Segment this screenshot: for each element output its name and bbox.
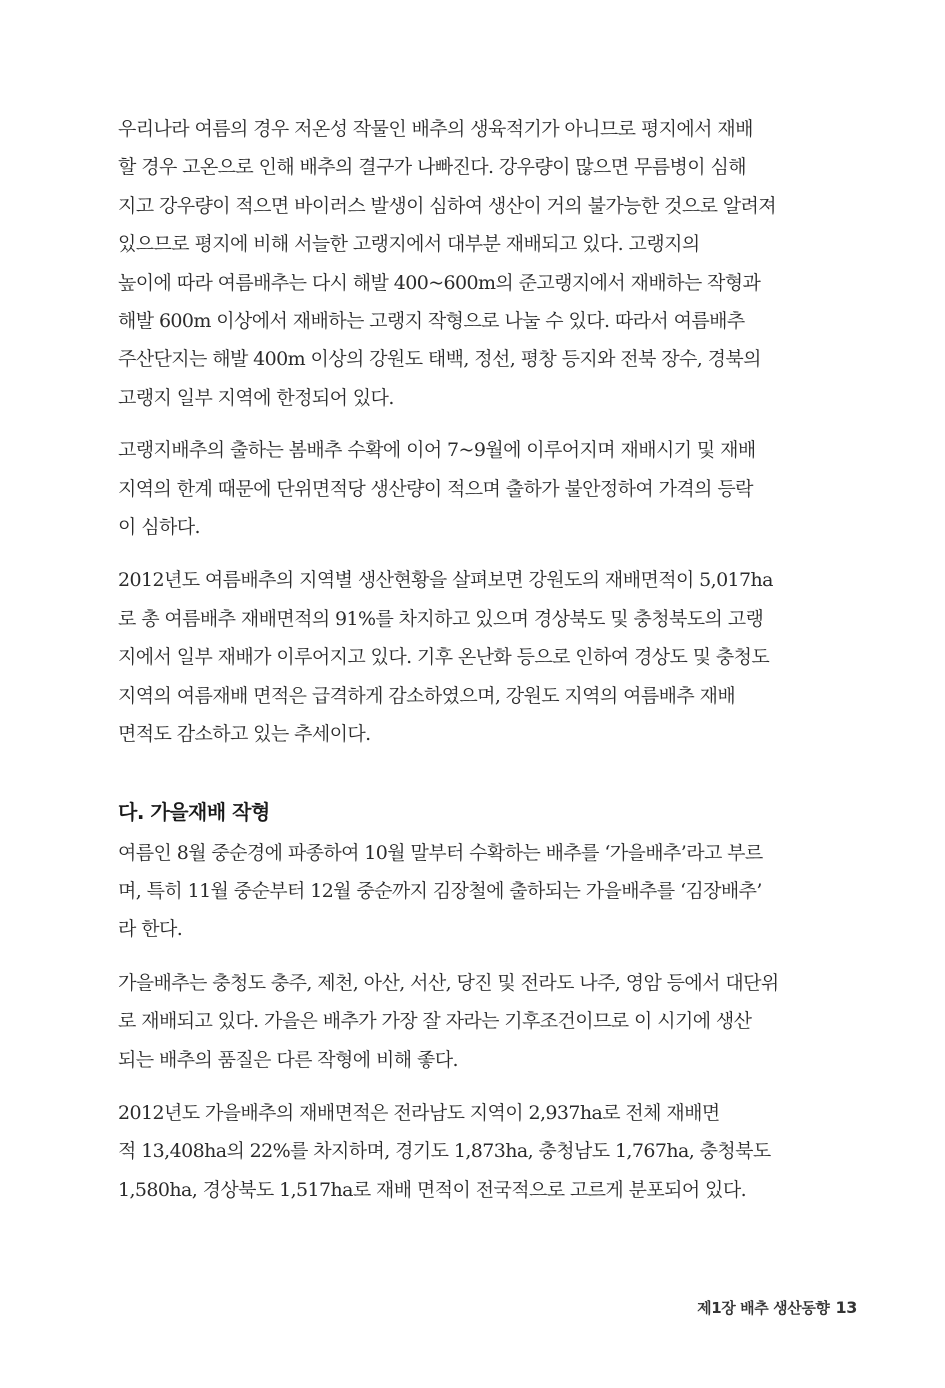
paragraph-autumn-regions: 가을배추는 충청도 충주, 제천, 아산, 서산, 당진 및 전라도 나주, 영암 등에서 대단위 로 재배되고 있다. 가을은 배추가 가장 잘 자라는 기후조건이므로 이 시기에 생산 되는 배추의 품질은 다른 작형에 비해 좋다. bbox=[118, 971, 779, 1071]
paragraph-highland-shipment: 고랭지배추의 출하는 봄배추 수확에 이어 7~9월에 이루어지며 재배시기 및 재배 지역의 한계 때문에 단위면적당 생산량이 적으며 출하가 불안정하여 가격의 등락 이 심하다. bbox=[118, 439, 756, 539]
section-heading-autumn: 다. 가을재배 작형 bbox=[118, 799, 270, 824]
paragraph-summer-overview: 우리나라 여름의 경우 저온성 작물인 배추의 생육적기가 아니므로 평지에서 재배 할 경우 고온으로 인해 배추의 결구가 나빠진다. 강우량이 많으면 무름병이 심해 지고 강우량이 적으면 바이러스 발생이 심하여 생산이 거의 불가능한 것으로 알려져 있으므로 평지에 비해 서늘한 고랭지에서 대부분 재배되고 있다. 고랭지의 높이에 따라 여름배추는 다시 해발 400~600m의 준고랭지에서 재배하는 작형과 해발 600m 이상에서 재배하는 고랭지 작형으로 나눌 수 있다. 따라서 여름배추 주산단지는 해발 400m 이상의 강원도 태백, 정선, 평창 등지와 전북 장수, 경북의 고랭지 일부 지역에 한정되어 있다. bbox=[118, 118, 777, 409]
paragraph-autumn-definition: 여름인 8월 중순경에 파종하여 10월 말부터 수확하는 배추를 ‘가을배추’라고 부르 며, 특히 11월 중순부터 12월 중순까지 김장철에 출하되는 가을배추를 ‘김장배추’ 라 한다. bbox=[118, 841, 763, 941]
paragraph-summer-production-2012: 2012년도 여름배추의 지역별 생산현황을 살펴보면 강원도의 재배면적이 5,017ha 로 총 여름배추 재배면적의 91%를 차지하고 있으며 경상북도 및 충청북도의 고랭 지에서 일부 재배가 이루어지고 있다. 기후 온난화 등으로 인하여 경상도 및 충청도 지역의 여름재배 면적은 급격하게 감소하였으며, 강원도 지역의 여름배추 재배 면적도 감소하고 있는 추세이다. bbox=[118, 569, 773, 746]
paragraph-autumn-production-2012: 2012년도 가을배추의 재배면적은 전라남도 지역이 2,937ha로 전체 재배면 적 13,408ha의 22%를 차지하며, 경기도 1,873ha, 충청남도 1,767ha, 충청북도 1,580ha, 경상북도 1,517ha로 재배 면적이 전국적으로 고르게 분포되어 있다. bbox=[118, 1101, 771, 1201]
page-number: 13 bbox=[835, 1298, 857, 1317]
page-footer bbox=[697, 1297, 857, 1318]
page-body bbox=[118, 110, 830, 1209]
footer-chapter-title: 제1장 배추 생산동향 bbox=[697, 1299, 830, 1317]
